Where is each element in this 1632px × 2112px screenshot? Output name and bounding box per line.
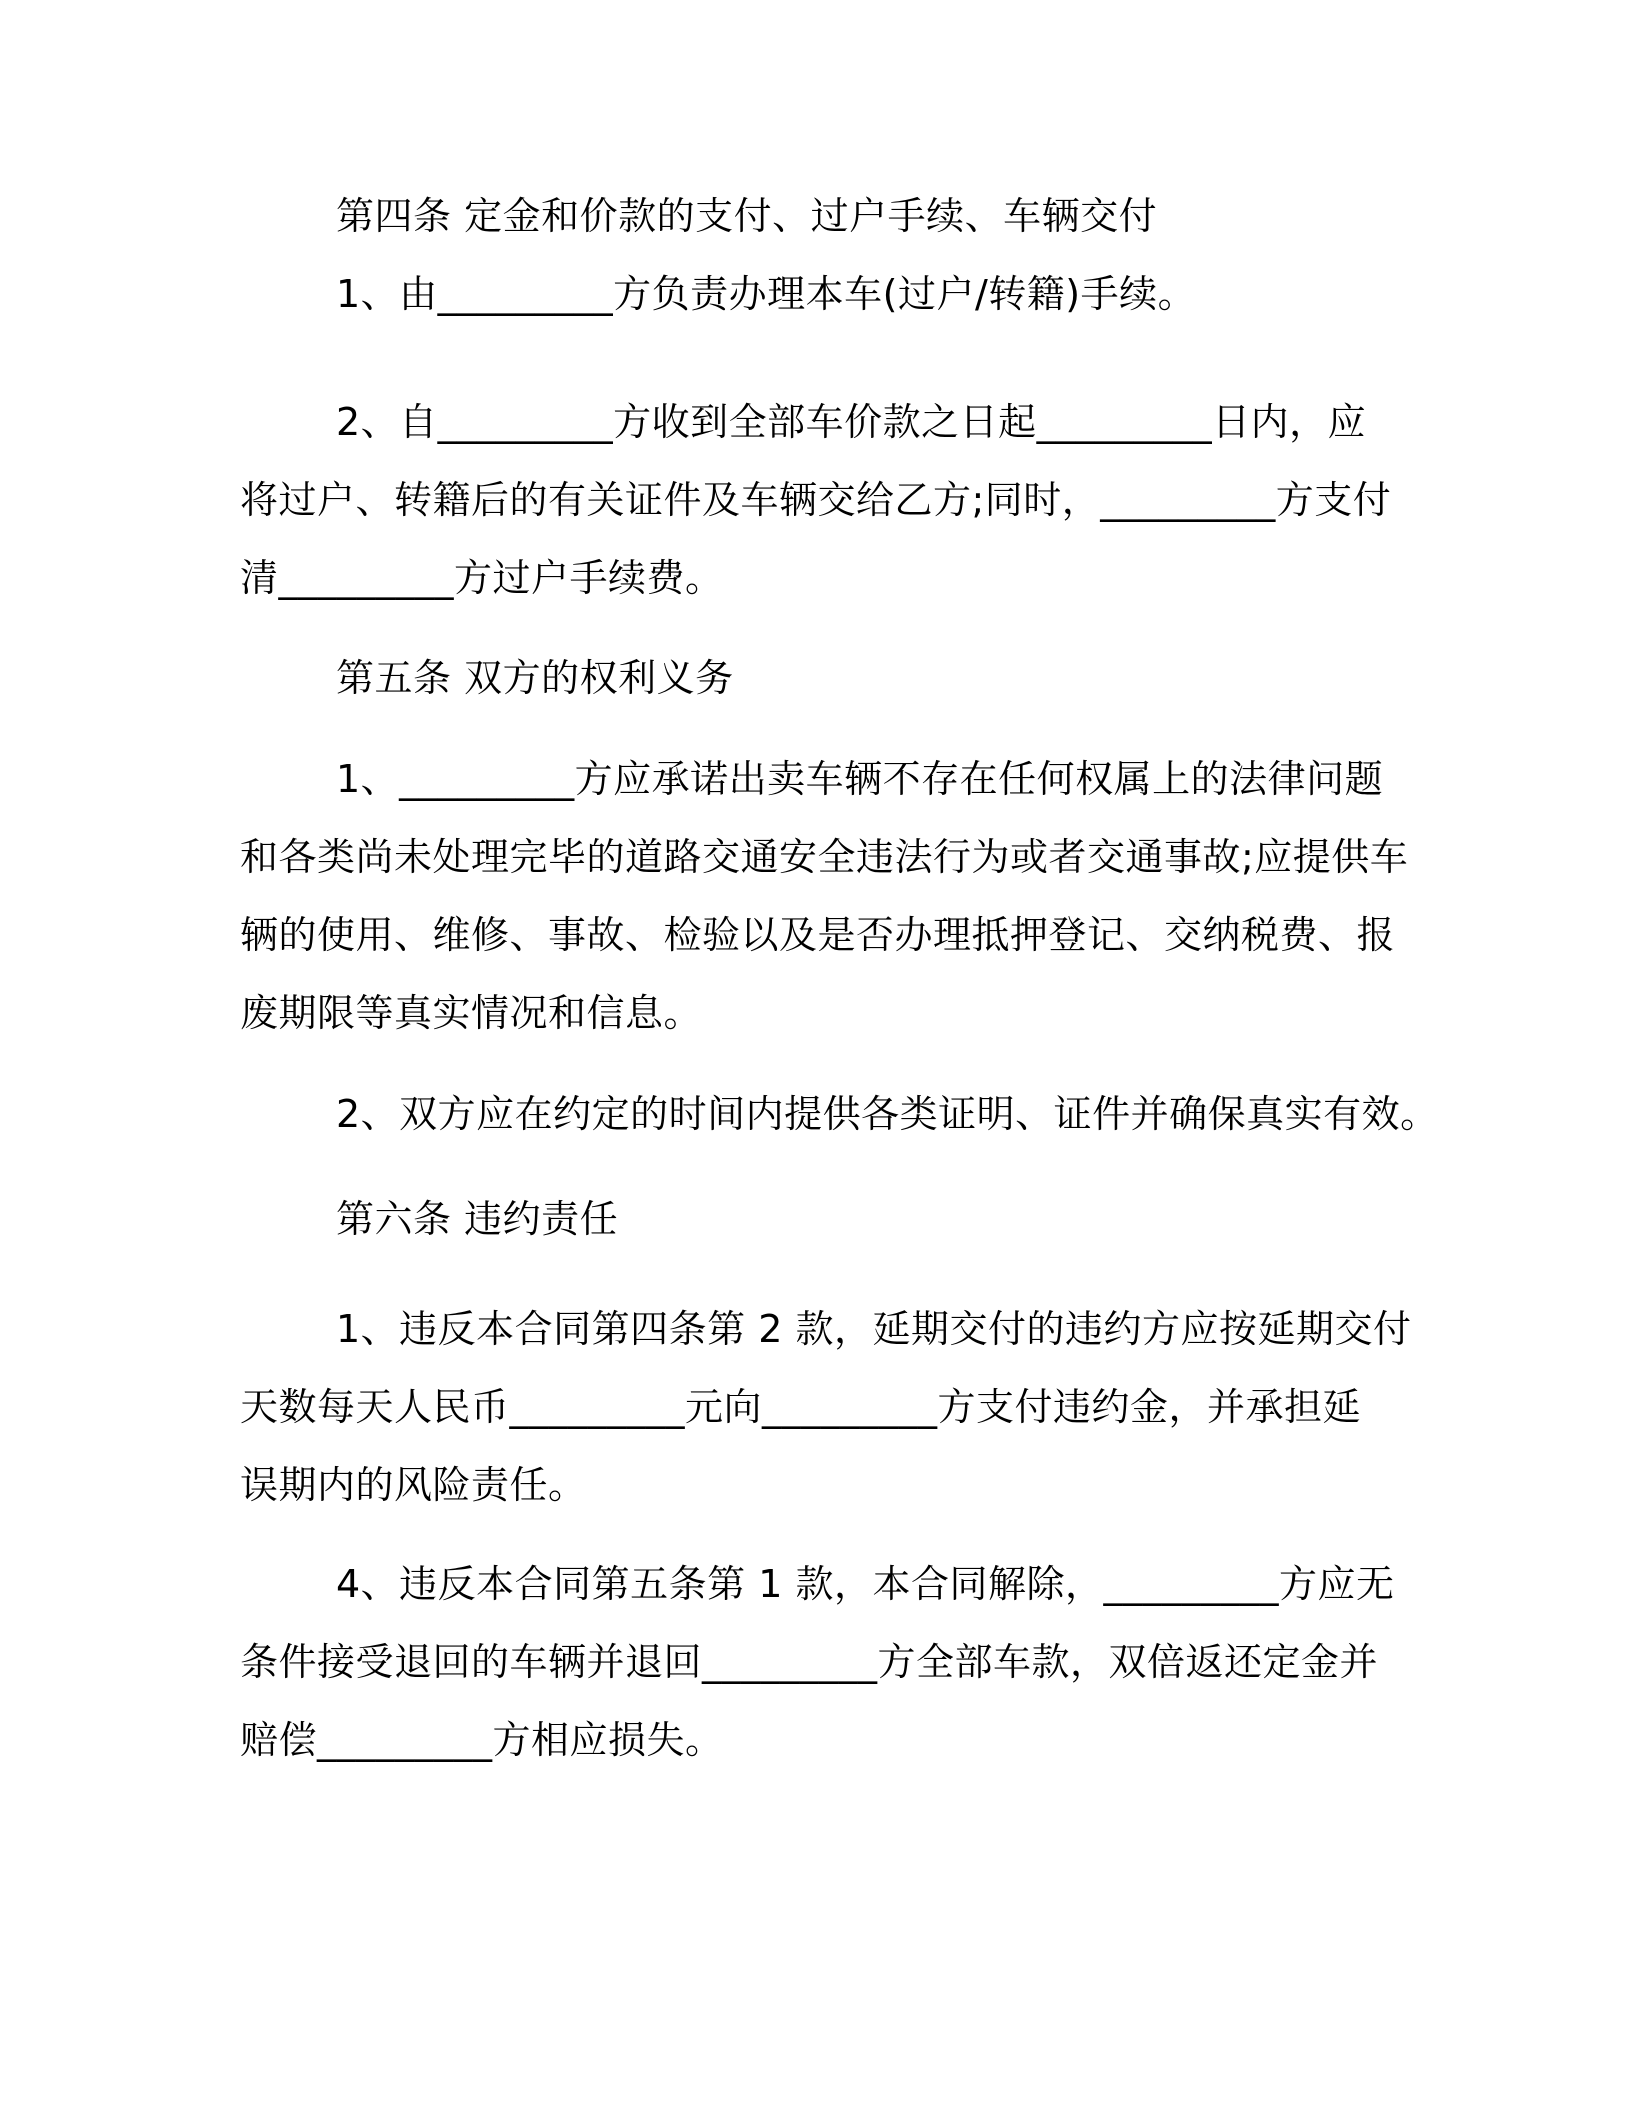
paragraph-line: 1、由_________方负责办理本车(过户/转籍)手续。	[336, 272, 1197, 316]
article-4-heading	[240, 177, 1395, 255]
paragraph-line: 天数每天人民币_________元向_________方支付违约金，并承担延	[240, 1385, 1362, 1429]
paragraph-line: 条件接受退回的车辆并退回_________方全部车款，双倍返还定金并	[240, 1640, 1379, 1684]
article-6-heading	[240, 1180, 1395, 1258]
paragraph-line: 辆的使用、维修、事故、检验以及是否办理抵押登记、交纳税费、报	[240, 913, 1396, 957]
paragraph-line: 和各类尚未处理完毕的道路交通安全违法行为或者交通事故;应提供车	[240, 835, 1409, 879]
article-6-item-1	[240, 1290, 1412, 1524]
article-4-item-1	[240, 255, 1395, 333]
article-6-heading-text: 第六条 违约责任	[336, 1197, 619, 1241]
article-4-heading-text: 第四条 定金和价款的支付、过户手续、车辆交付	[336, 194, 1158, 238]
article-5-item-2	[240, 1075, 1439, 1153]
paragraph-line: 1、违反本合同第四条第 2 款，延期交付的违约方应按延期交付	[336, 1307, 1412, 1351]
article-5-heading-text: 第五条 双方的权利义务	[336, 656, 734, 700]
paragraph-line: 误期内的风险责任。	[240, 1463, 587, 1507]
article-5-item-1	[240, 740, 1409, 1052]
article-5-heading	[240, 639, 1395, 717]
paragraph-line: 将过户、转籍后的有关证件及车辆交给乙方;同时，_________方支付	[240, 478, 1392, 522]
paragraph-line: 1、_________方应承诺出卖车辆不存在任何权属上的法律问题	[336, 757, 1384, 801]
article-4-item-2	[240, 383, 1395, 617]
paragraph-line: 废期限等真实情况和信息。	[240, 991, 703, 1035]
article-6-item-4	[240, 1545, 1395, 1779]
paragraph-line: 2、自_________方收到全部车价款之日起_________日内，应	[336, 400, 1367, 444]
paragraph-line: 赔偿_________方相应损失。	[240, 1718, 724, 1762]
paragraph-line: 4、违反本合同第五条第 1 款，本合同解除，_________方应无	[336, 1562, 1395, 1606]
paragraph-line: 2、双方应在约定的时间内提供各类证明、证件并确保真实有效。	[336, 1092, 1439, 1136]
paragraph-line: 清_________方过户手续费。	[240, 556, 724, 600]
